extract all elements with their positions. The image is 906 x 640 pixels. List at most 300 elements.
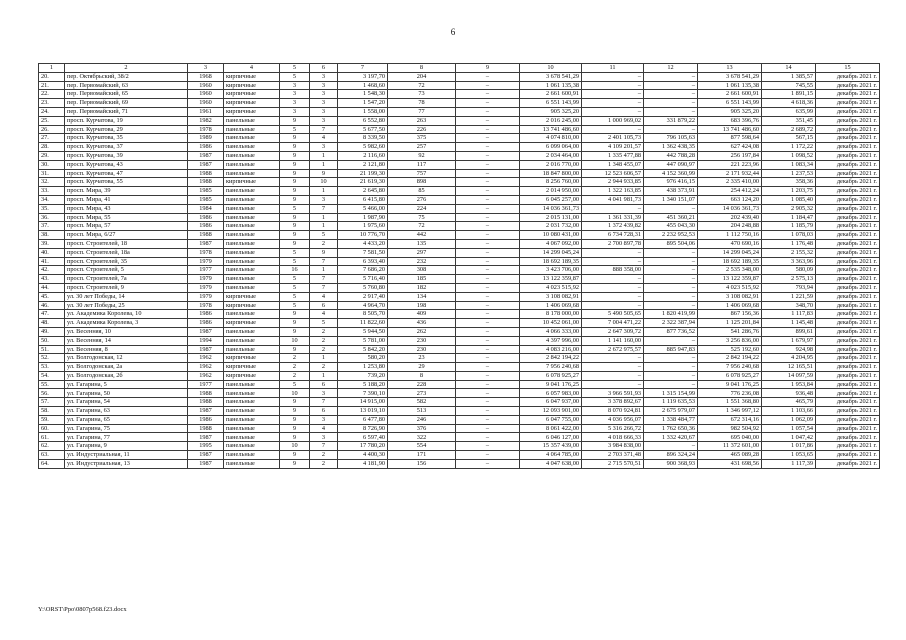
table-cell: 204 248,88	[698, 222, 762, 231]
table-cell: ул. Гагарина, 77	[65, 433, 188, 442]
table-row	[39, 433, 880, 442]
table-row	[39, 248, 880, 257]
table-cell: 6 552,80	[338, 116, 388, 125]
table-cell: 1986	[188, 143, 224, 152]
table-cell: 885 947,83	[644, 345, 698, 354]
table-cell: панельные	[224, 451, 280, 460]
table-cell: 1985	[188, 195, 224, 204]
table-cell: 9	[280, 213, 310, 222]
table-cell: декабрь 2021 г.	[816, 213, 880, 222]
table-cell: 9	[280, 134, 310, 143]
table-cell: –	[456, 213, 520, 222]
table-cell: 898	[388, 178, 456, 187]
table-cell: –	[456, 187, 520, 196]
table-cell: 4 064 785,00	[520, 451, 582, 460]
table-cell: 5	[280, 275, 310, 284]
table-cell: 46.	[39, 301, 65, 310]
table-cell: 2	[310, 239, 338, 248]
table-cell: 431 698,56	[698, 459, 762, 468]
table-row	[39, 319, 880, 328]
table-cell: –	[456, 327, 520, 336]
table-cell: 1987	[188, 151, 224, 160]
table-cell: 1 987,90	[338, 213, 388, 222]
table-cell: 6 415,80	[338, 195, 388, 204]
table-cell: просп. Мира, 57	[65, 222, 188, 231]
table-cell: –	[582, 363, 644, 372]
table-cell: –	[456, 125, 520, 134]
table-cell: 1962	[188, 354, 224, 363]
table-cell: –	[456, 151, 520, 160]
table-cell: ул. Весенняя, 10	[65, 327, 188, 336]
table-cell: 442 788,28	[644, 151, 698, 160]
table-cell: 1	[310, 222, 338, 231]
table-cell: декабрь 2021 г.	[816, 116, 880, 125]
table-cell: 14 299 045,24	[698, 248, 762, 257]
table-cell: –	[644, 371, 698, 380]
table-cell: 1960	[188, 90, 224, 99]
table-cell: –	[644, 266, 698, 275]
table-row	[39, 257, 880, 266]
table-cell: панельные	[224, 424, 280, 433]
table-cell: 1986	[188, 415, 224, 424]
table-cell: декабрь 2021 г.	[816, 275, 880, 284]
table-cell: 2 675 979,07	[644, 407, 698, 416]
table-cell: –	[644, 72, 698, 81]
table-cell: 683 396,76	[698, 116, 762, 125]
table-cell: 7	[310, 125, 338, 134]
table-cell: 1988	[188, 169, 224, 178]
table-cell: 1 551 368,80	[698, 398, 762, 407]
table-cell: 8 061 422,00	[520, 424, 582, 433]
table-cell: 9	[280, 187, 310, 196]
table-cell: 375	[388, 134, 456, 143]
table-cell: кирпичные	[224, 363, 280, 372]
table-cell: ул. Академика Королева, 10	[65, 310, 188, 319]
table-cell: декабрь 2021 г.	[816, 160, 880, 169]
table-cell: 513	[388, 407, 456, 416]
table-cell: 7	[310, 283, 338, 292]
table-cell: 2	[310, 345, 338, 354]
table-cell: 2 689,72	[762, 125, 816, 134]
table-cell: просп. Курчатова, 47	[65, 169, 188, 178]
table-cell: –	[456, 248, 520, 257]
table-cell: 4	[310, 134, 338, 143]
column-number-header: 2	[65, 64, 188, 73]
table-cell: 7 956 240,68	[520, 363, 582, 372]
table-cell: 2	[310, 459, 338, 468]
table-cell: 580,09	[762, 266, 816, 275]
table-cell: 18 692 189,35	[520, 257, 582, 266]
table-row	[39, 125, 880, 134]
table-cell: декабрь 2021 г.	[816, 187, 880, 196]
table-cell: пер. Первомайский, 65	[65, 90, 188, 99]
table-cell: 16	[280, 266, 310, 275]
table-cell: кирпичные	[224, 99, 280, 108]
table-cell: –	[456, 292, 520, 301]
table-cell: 7	[310, 398, 338, 407]
table-cell: 25.	[39, 116, 65, 125]
table-cell: панельные	[224, 204, 280, 213]
table-cell: 3 378 892,67	[582, 398, 644, 407]
table-cell: 4	[310, 310, 338, 319]
table-cell: –	[456, 239, 520, 248]
table-cell: –	[644, 125, 698, 134]
table-cell: панельные	[224, 134, 280, 143]
table-cell: 757	[388, 169, 456, 178]
table-cell: 47.	[39, 310, 65, 319]
table-cell: панельные	[224, 125, 280, 134]
table-cell: –	[644, 442, 698, 451]
table-cell: –	[456, 160, 520, 169]
table-cell: просп. Курчатова, 19	[65, 116, 188, 125]
table-cell: 4 152 360,99	[644, 169, 698, 178]
table-cell: декабрь 2021 г.	[816, 134, 880, 143]
table-cell: 204	[388, 72, 456, 81]
table-cell: 7	[310, 204, 338, 213]
table-cell: 57.	[39, 398, 65, 407]
table-cell: 1978	[188, 248, 224, 257]
table-row	[39, 380, 880, 389]
table-cell: 9 041 176,25	[520, 380, 582, 389]
table-cell: 297	[388, 248, 456, 257]
table-cell: 39.	[39, 239, 65, 248]
table-cell: –	[582, 301, 644, 310]
table-cell: 8 070 924,81	[582, 407, 644, 416]
table-cell: 7 004 471,22	[582, 319, 644, 328]
table-cell: 9	[280, 169, 310, 178]
table-cell: 14 036 361,73	[698, 204, 762, 213]
table-row	[39, 72, 880, 81]
table-cell: 4 433,20	[338, 239, 388, 248]
table-cell: 232	[388, 257, 456, 266]
table-cell: 24.	[39, 107, 65, 116]
table-cell: 9	[310, 248, 338, 257]
table-cell: –	[456, 257, 520, 266]
table-cell: 1	[310, 160, 338, 169]
table-cell: 2 121,80	[338, 160, 388, 169]
table-row	[39, 213, 880, 222]
table-cell: 1987	[188, 327, 224, 336]
table-cell: 2 014 950,00	[520, 187, 582, 196]
table-cell: 9	[280, 116, 310, 125]
table-cell: 1 762 650,36	[644, 424, 698, 433]
table-cell: 1 406 069,68	[520, 301, 582, 310]
table-cell: панельные	[224, 239, 280, 248]
table-cell: панельные	[224, 398, 280, 407]
table-cell: –	[456, 433, 520, 442]
table-cell: 18 847 800,00	[520, 169, 582, 178]
table-cell: панельные	[224, 415, 280, 424]
table-row	[39, 415, 880, 424]
table-cell: 60.	[39, 424, 65, 433]
table-cell: 11 372 601,00	[698, 442, 762, 451]
table-cell: 32.	[39, 178, 65, 187]
table-row	[39, 292, 880, 301]
table-cell: 2 842 194,22	[520, 354, 582, 363]
table-cell: 1988	[188, 389, 224, 398]
table-cell: 72	[388, 222, 456, 231]
column-number-header: 6	[310, 64, 338, 73]
table-cell: 2 703 371,48	[582, 451, 644, 460]
table-cell: 1 237,53	[762, 169, 816, 178]
table-cell: –	[644, 248, 698, 257]
table-cell: 75	[388, 213, 456, 222]
table-cell: декабрь 2021 г.	[816, 354, 880, 363]
table-row	[39, 363, 880, 372]
table-cell: 1 348 455,07	[582, 160, 644, 169]
table-cell: 37.	[39, 222, 65, 231]
table-cell: панельные	[224, 143, 280, 152]
table-cell: 1989	[188, 134, 224, 143]
table-cell: –	[456, 310, 520, 319]
table-cell: 1 061 135,38	[520, 81, 582, 90]
table-cell: 10	[280, 442, 310, 451]
table-cell: 1	[310, 187, 338, 196]
table-cell: –	[456, 72, 520, 81]
table-cell: 3	[310, 99, 338, 108]
table-cell: 1988	[188, 178, 224, 187]
table-cell: просп. Курчатова, 29	[65, 125, 188, 134]
table-cell: 1 332 420,67	[644, 433, 698, 442]
table-cell: 348,70	[762, 301, 816, 310]
table-cell: –	[582, 204, 644, 213]
table-cell: 38.	[39, 231, 65, 240]
table-cell: 14 036 361,73	[520, 204, 582, 213]
table-cell: 1994	[188, 336, 224, 345]
table-cell: 1962	[188, 371, 224, 380]
table-cell: 35.	[39, 204, 65, 213]
table-cell: ул. Волгодонская, 12	[65, 354, 188, 363]
table-cell: 1978	[188, 301, 224, 310]
table-cell: –	[644, 107, 698, 116]
table-cell: панельные	[224, 407, 280, 416]
table-cell: 171	[388, 451, 456, 460]
table-cell: 1 098,52	[762, 151, 816, 160]
table-cell: 58.	[39, 407, 65, 416]
table-cell: 52.	[39, 354, 65, 363]
table-cell: 13 122 359,87	[698, 275, 762, 284]
table-cell: 5	[310, 231, 338, 240]
table-cell: 4 036 956,07	[582, 415, 644, 424]
table-cell: декабрь 2021 г.	[816, 292, 880, 301]
table-cell: 4 083 216,00	[520, 345, 582, 354]
table-row	[39, 407, 880, 416]
table-row	[39, 442, 880, 451]
table-cell: –	[644, 99, 698, 108]
table-cell: 2 016 770,00	[520, 160, 582, 169]
table-cell: 3 966 591,93	[582, 389, 644, 398]
table-cell: 877 598,64	[698, 134, 762, 143]
table-cell: 14 299 045,24	[520, 248, 582, 257]
table-cell: 1 000 969,02	[582, 116, 644, 125]
table-cell: 1 141 160,00	[582, 336, 644, 345]
table-cell: 4 041 981,73	[582, 195, 644, 204]
table-cell: 9	[280, 345, 310, 354]
table-cell: 554	[388, 442, 456, 451]
table-cell: 4	[310, 292, 338, 301]
table-cell: 8 178 000,00	[520, 310, 582, 319]
table-cell: панельные	[224, 266, 280, 275]
table-cell: декабрь 2021 г.	[816, 327, 880, 336]
table-cell: 85	[388, 187, 456, 196]
table-cell: декабрь 2021 г.	[816, 239, 880, 248]
column-number-header: 13	[698, 64, 762, 73]
table-cell: декабрь 2021 г.	[816, 151, 880, 160]
table-cell: 1 406 069,68	[698, 301, 762, 310]
table-cell: 888 358,00	[582, 266, 644, 275]
table-cell: 12 165,51	[762, 363, 816, 372]
table-cell: декабрь 2021 г.	[816, 319, 880, 328]
table-cell: ул. Волгодонская, 2б	[65, 371, 188, 380]
table-cell: 49.	[39, 327, 65, 336]
table-cell: 1962	[188, 363, 224, 372]
table-cell: 867 156,36	[698, 310, 762, 319]
table-cell: 51.	[39, 345, 65, 354]
table-cell: 1 335 477,88	[582, 151, 644, 160]
table-cell: декабрь 2021 г.	[816, 398, 880, 407]
table-cell: 230	[388, 345, 456, 354]
table-cell: –	[456, 222, 520, 231]
table-cell: 1987	[188, 345, 224, 354]
table-cell: 6	[310, 407, 338, 416]
table-cell: 6 477,80	[338, 415, 388, 424]
table-cell: 470 690,16	[698, 239, 762, 248]
table-cell: 3 984 838,00	[582, 442, 644, 451]
table-cell: –	[456, 301, 520, 310]
table-cell: просп. Курчатова, 55	[65, 178, 188, 187]
table-cell: 5	[310, 319, 338, 328]
table-cell: 5 188,20	[338, 380, 388, 389]
table-cell: 276	[388, 195, 456, 204]
table-cell: 663 124,20	[698, 195, 762, 204]
table-cell: 2 672 975,57	[582, 345, 644, 354]
table-cell: декабрь 2021 г.	[816, 407, 880, 416]
table-cell: пер. Первомайский, 63	[65, 81, 188, 90]
table-cell: 7 581,50	[338, 248, 388, 257]
table-cell: кирпичные	[224, 371, 280, 380]
table-cell: 1986	[188, 310, 224, 319]
table-cell: ул. Гагарина, 75	[65, 424, 188, 433]
table-cell: 455 043,30	[644, 222, 698, 231]
table-cell: 1 047,42	[762, 433, 816, 442]
table-row	[39, 143, 880, 152]
table-cell: 1 112 750,16	[698, 231, 762, 240]
header-row	[39, 64, 880, 73]
table-cell: –	[456, 195, 520, 204]
table-cell: 2	[310, 451, 338, 460]
table-row	[39, 169, 880, 178]
table-cell: ул. Индустриальная, 13	[65, 459, 188, 468]
table-cell: декабрь 2021 г.	[816, 195, 880, 204]
table-cell: 2 322 387,94	[644, 319, 698, 328]
table-cell: 55.	[39, 380, 65, 389]
table-row	[39, 283, 880, 292]
table-cell: 15 357 439,00	[520, 442, 582, 451]
table-cell: 3	[310, 107, 338, 116]
table-row	[39, 301, 880, 310]
table-cell: декабрь 2021 г.	[816, 301, 880, 310]
table-cell: –	[456, 266, 520, 275]
table-cell: 27.	[39, 134, 65, 143]
table-cell: 1987	[188, 160, 224, 169]
table-cell: 896 324,24	[644, 451, 698, 460]
table-cell: декабрь 2021 г.	[816, 283, 880, 292]
table-cell: 254 412,24	[698, 187, 762, 196]
table-cell: 226	[388, 125, 456, 134]
table-cell: декабрь 2021 г.	[816, 442, 880, 451]
table-cell: 6 047 755,00	[520, 415, 582, 424]
table-cell: просп. Строителей, 35	[65, 257, 188, 266]
table-cell: 2	[310, 336, 338, 345]
table-cell: 2 171 932,44	[698, 169, 762, 178]
table-cell: 1 061 135,38	[698, 81, 762, 90]
table-cell: 2 944 933,85	[582, 178, 644, 187]
table-row	[39, 424, 880, 433]
table-row	[39, 151, 880, 160]
table-cell: 6	[310, 301, 338, 310]
table-cell: 21.	[39, 81, 65, 90]
table-cell: 1	[310, 213, 338, 222]
table-cell: 7	[310, 257, 338, 266]
table-cell: 273	[388, 389, 456, 398]
table-cell: 2 232 952,53	[644, 231, 698, 240]
table-cell: 1987	[188, 407, 224, 416]
table-row	[39, 187, 880, 196]
table-cell: 442	[388, 231, 456, 240]
table-cell: 1 547,20	[338, 99, 388, 108]
table-cell: 2 905,32	[762, 204, 816, 213]
table-cell: 1 176,48	[762, 239, 816, 248]
table-cell: 9	[280, 151, 310, 160]
table-cell: 409	[388, 310, 456, 319]
table-cell: 351,45	[762, 116, 816, 125]
table-cell: 438 373,91	[644, 187, 698, 196]
table-cell: 1979	[188, 275, 224, 284]
table-cell: ул. Гагарина, 65	[65, 415, 188, 424]
table-cell: 2 015 131,00	[520, 213, 582, 222]
table-cell: 9	[280, 459, 310, 468]
table-row	[39, 371, 880, 380]
table-cell: 1 372 439,82	[582, 222, 644, 231]
table-row	[39, 99, 880, 108]
table-row	[39, 459, 880, 468]
table-cell: 465 089,28	[698, 451, 762, 460]
table-cell: 5	[280, 72, 310, 81]
table-cell: 6 078 925,27	[520, 371, 582, 380]
table-cell: 73	[388, 90, 456, 99]
table-cell: 1984	[188, 204, 224, 213]
table-cell: 1979	[188, 283, 224, 292]
table-cell: 1968	[188, 72, 224, 81]
table-cell: –	[456, 143, 520, 152]
table-cell: 3	[280, 107, 310, 116]
table-cell: 1987	[188, 433, 224, 442]
page-number: 6	[450, 27, 456, 37]
table-cell: панельные	[224, 248, 280, 257]
table-cell: 18 692 189,35	[698, 257, 762, 266]
table-cell: 2 034 464,00	[520, 151, 582, 160]
table-cell: 17 780,20	[338, 442, 388, 451]
table-cell: 1988	[188, 424, 224, 433]
table-cell: –	[456, 283, 520, 292]
table-cell: –	[582, 99, 644, 108]
table-cell: 41.	[39, 257, 65, 266]
table-row	[39, 231, 880, 240]
table-cell: 331 879,22	[644, 116, 698, 125]
table-cell: 1987	[188, 459, 224, 468]
table-cell: 2 535 348,00	[698, 266, 762, 275]
table-row	[39, 178, 880, 187]
